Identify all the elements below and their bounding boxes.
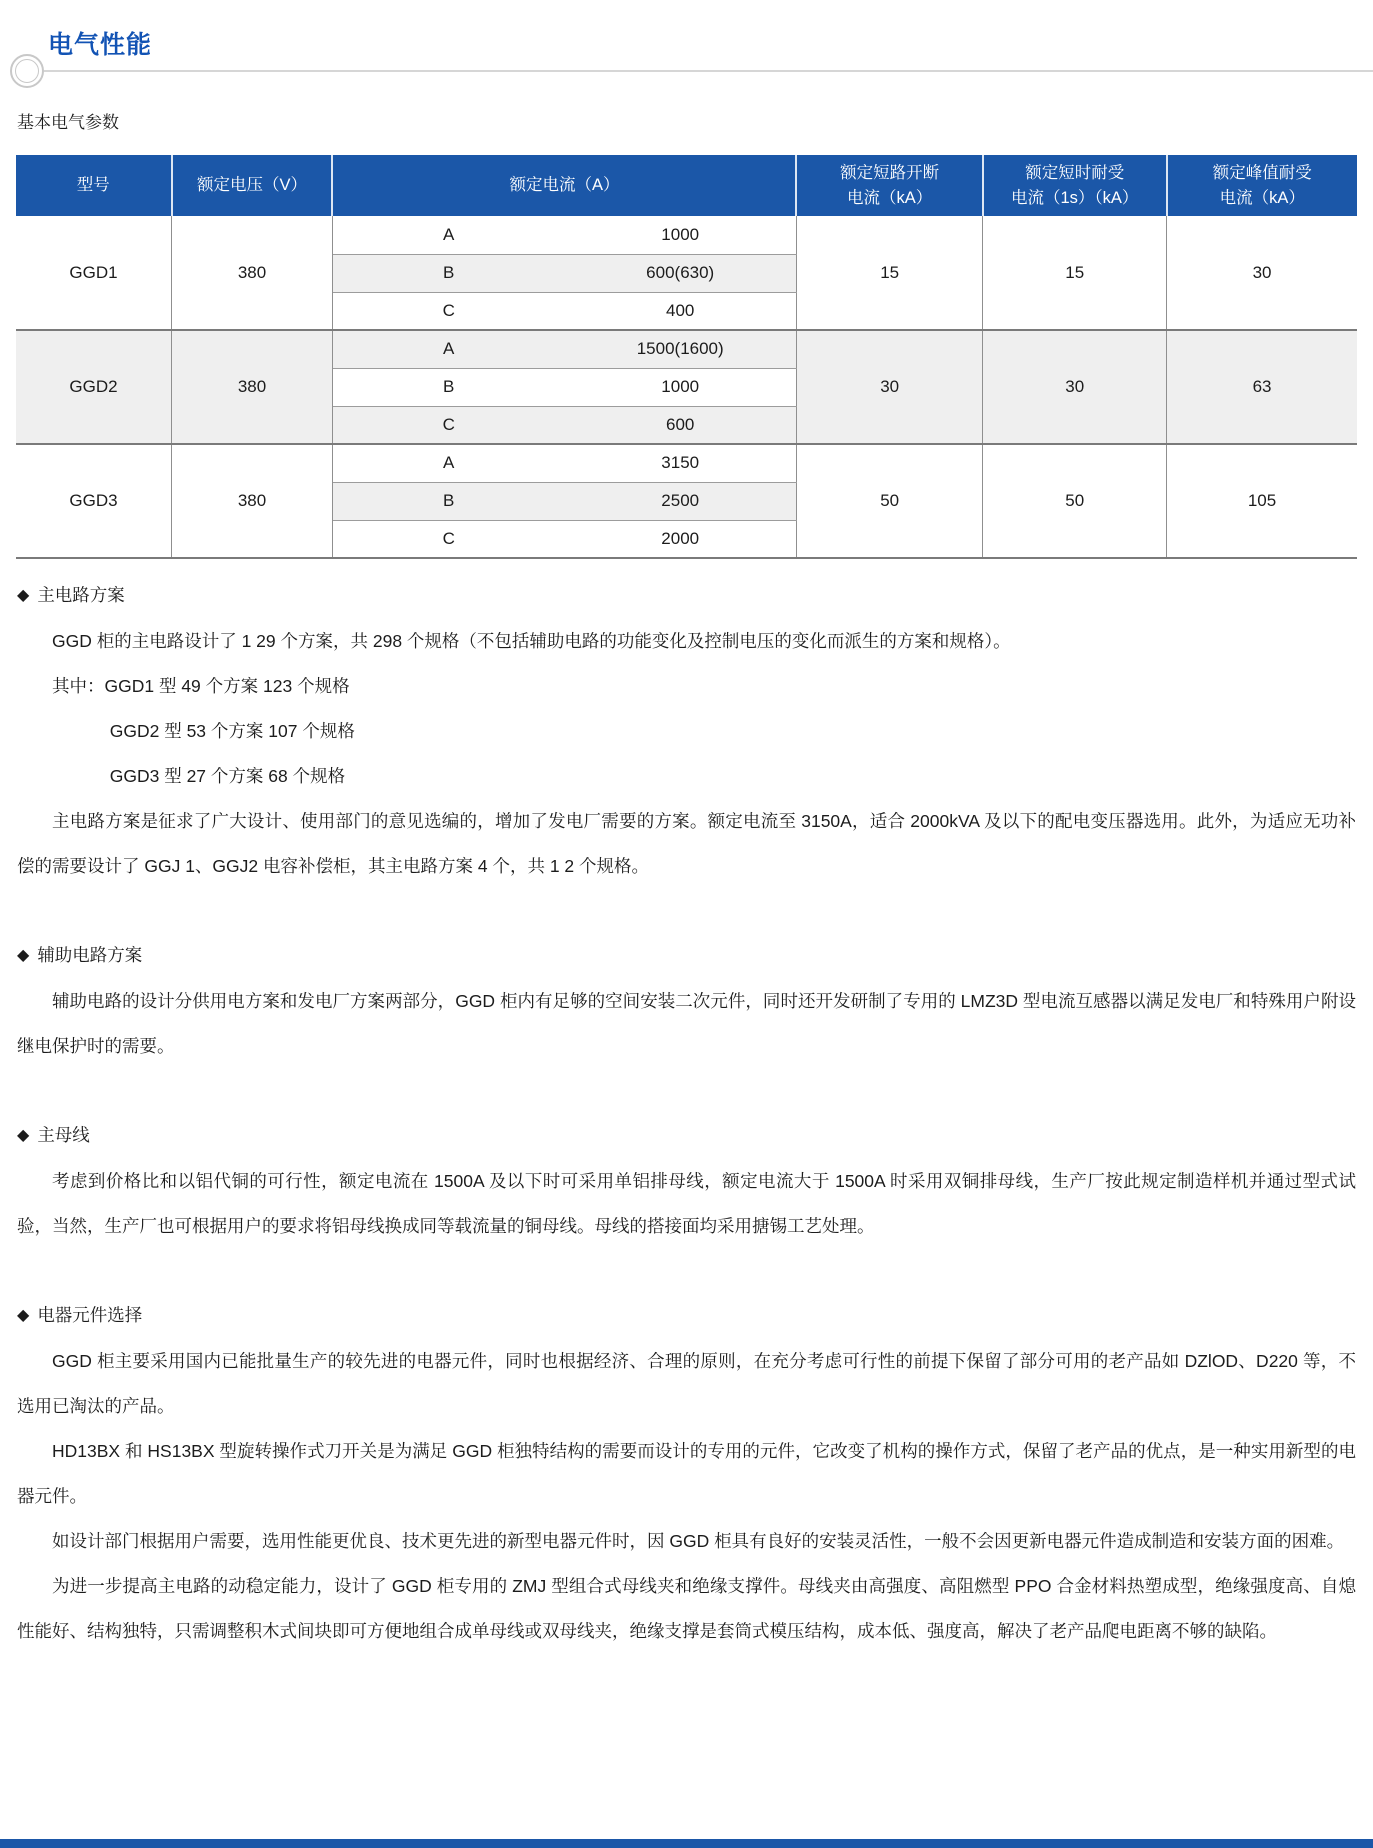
th-withstand-current: 额定短时耐受 电流（1s）（kA） [983,155,1167,216]
section-heading [17,933,1356,979]
current-cell: B 600(630) [332,254,796,292]
diamond-bullet-icon: ◆ [17,587,30,604]
paragraph: 为进一步提高主电路的动稳定能力，设计了 GGD 柜专用的 ZMJ 型组合式母线夹和绝缘支撑件。母线夹由高强度、高阻燃型 PPO 合金材料热塑成型，绝缘强度高、自熄性能好、结构独特，只需调整积木式间块即可方便地组合成单母线或双母线夹，绝缘支撑是套筒式模压结构，成本低、强度高，解决了老产品爬电距离不够的缺陷。 [17,1576,1356,1641]
current-cell: B 1000 [332,368,796,406]
section-heading [17,573,1356,619]
breaking-cell-ggd2: 30 [796,330,982,444]
section-auxiliary-circuit [17,933,1356,1069]
withstand-cell-ggd1: 15 [983,216,1167,330]
th-breaking-current: 额定短路开断 电流（kA） [796,155,982,216]
breaking-cell-ggd1: 15 [796,216,982,330]
th-peak-current: 额定峰值耐受 电流（kA） [1167,155,1357,216]
paragraph: 其中：GGD1 型 49 个方案 123 个规格 [52,676,350,696]
section-subtitle: 基本电气参数 [17,113,119,132]
section-heading-label: 电器元件选择 [37,1305,143,1325]
paragraph: 考虑到价格比和以铝代铜的可行性，额定电流在 1500A 及以下时可采用单铝排母线，额定电流大于 1500A 时采用双铜排母线，生产厂按此规定制造样机并通过型式试验，当然，生产厂也可根据用户的要求将铝母线换成同等载流量的铜母线。母线的搭接面均采用搪锡工艺处理。 [17,1171,1356,1236]
current-cell: A 1500(1600) [332,330,796,368]
voltage-cell-ggd1: 380 [172,216,333,330]
table-row [16,330,1357,368]
diamond-bullet-icon: ◆ [17,1307,30,1324]
paragraph: GGD3 型 27 个方案 68 个规格 [109,766,346,786]
section-main-circuit [17,573,1356,889]
section-heading-label: 主母线 [37,1125,90,1145]
current-cell: C 2000 [332,520,796,558]
diamond-bullet-icon: ◆ [17,1127,30,1144]
table-row [16,216,1357,254]
current-cell: C 400 [332,292,796,330]
peak-cell-ggd2: 63 [1167,330,1357,444]
bottom-accent-bar [0,1839,1373,1848]
section-heading-label: 主电路方案 [37,585,125,605]
body-text [17,573,1356,1654]
parameters-table-wrap [16,155,1357,559]
model-cell-ggd2: GGD2 [16,330,172,444]
peak-cell-ggd1: 30 [1252,262,1272,282]
current-cell: A 1000 [332,216,796,254]
th-current: 额定电流（A） [332,155,796,216]
table-row [16,444,1357,482]
breaking-cell-ggd3: 50 [796,444,982,558]
page-title: 电气性能 [48,31,153,59]
peak-cell-ggd3: 105 [1167,444,1357,558]
table-header-row [16,155,1357,216]
model-cell-ggd3: GGD3 [16,444,172,558]
ring-icon [10,54,44,88]
th-voltage: 额定电压（V） [172,155,333,216]
section-heading [17,1293,1356,1339]
paragraph: HD13BX 和 HS13BX 型旋转操作式刀开关是为满足 GGD 柜独特结构的需要而设计的专用的元件，它改变了机构的操作方式，保留了老产品的优点，是一种实用新型的电器元件。 [17,1441,1356,1506]
paragraph: 辅助电路的设计分供用电方案和发电厂方案两部分，GGD 柜内有足够的空间安装二次元件，同时还开发研制了专用的 LMZ3D 型电流互感器以满足发电厂和特殊用户附设继电保护时的需要。 [17,991,1356,1056]
current-cell: B 2500 [332,482,796,520]
voltage-cell-ggd3: 380 [172,444,333,558]
withstand-cell-ggd3: 50 [983,444,1167,558]
th-model: 型号 [16,155,172,216]
model-cell-ggd1: GGD1 [16,216,172,330]
paragraph: GGD2 型 53 个方案 107 个规格 [109,721,355,741]
current-cell: A 3150 [332,444,796,482]
page-header [0,0,1373,72]
divider-line [44,70,1373,72]
withstand-cell-ggd2: 30 [983,330,1167,444]
voltage-cell-ggd2: 380 [172,330,333,444]
parameters-table [16,155,1357,559]
section-component-selection [17,1293,1356,1654]
current-cell: C 600 [332,406,796,444]
section-heading-label: 辅助电路方案 [37,945,143,965]
section-heading [17,1113,1356,1159]
paragraph: GGD 柜主要采用国内已能批量生产的较先进的电器元件，同时也根据经济、合理的原则，在充分考虑可行性的前提下保留了部分可用的老产品如 DZlOD、D220 等，不选用已淘汰的产品。 [17,1351,1356,1416]
diamond-bullet-icon: ◆ [17,947,30,964]
paragraph: 如设计部门根据用户需要，选用性能更优良、技术更先进的新型电器元件时，因 GGD 柜具有良好的安装灵活性，一般不会因更新电器元件造成制造和安装方面的困难。 [52,1531,1345,1551]
paragraph: 主电路方案是征求了广大设计、使用部门的意见选编的，增加了发电厂需要的方案。额定电流至 3150A，适合 2000kVA 及以下的配电变压器选用。此外，为适应无功补偿的需要设计了 GGJ 1、GGJ2 电容补偿柜，其主电路方案 4 个，共 1 2 个规格。 [17,811,1356,876]
paragraph: GGD 柜的主电路设计了 1 29 个方案，共 298 个规格（不包括辅助电路的功能变化及控制电压的变化而派生的方案和规格）。 [52,631,1011,651]
section-main-busbar [17,1113,1356,1249]
